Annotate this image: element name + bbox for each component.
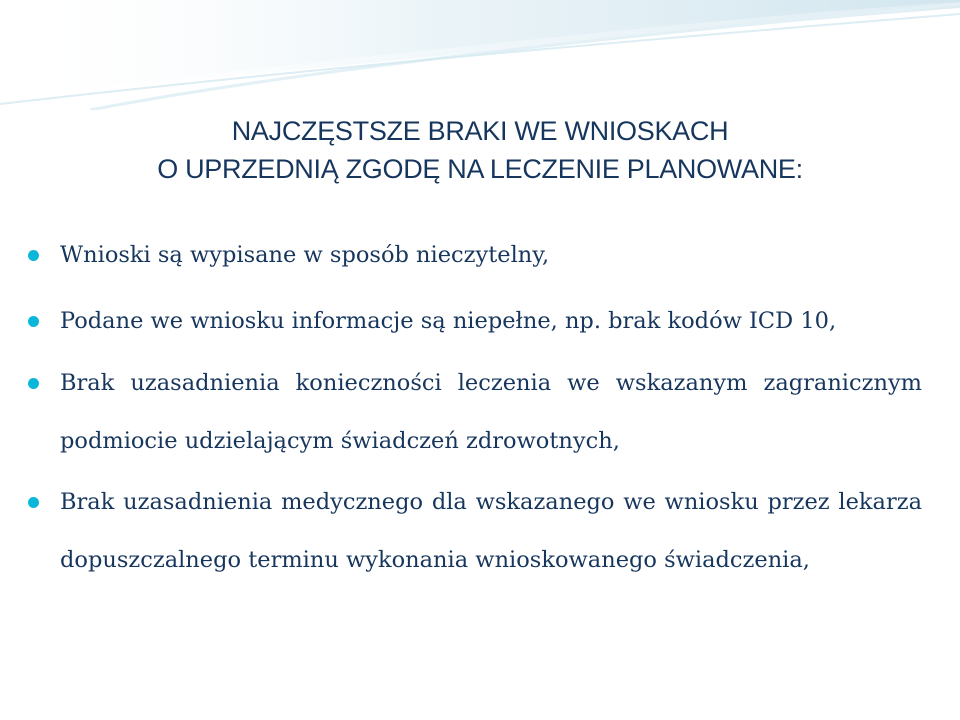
bullet-icon (28, 497, 39, 508)
bullet-text: Wnioski są wypisane w sposób nieczytelny, (60, 242, 550, 268)
bullet-icon (28, 250, 39, 261)
bullet-item (60, 293, 922, 351)
bullet-item (60, 474, 922, 589)
bullet-icon (28, 378, 39, 389)
title-line: O UPRZEDNIĄ ZGODĘ NA LECZENIE PLANOWANE: (157, 154, 803, 184)
bullet-icon (28, 316, 39, 327)
bullet-item (60, 227, 922, 285)
title-line: NAJCZĘSTSZE BRAKI WE WNIOSKACH (231, 116, 729, 146)
bullet-text: Brak uzasadnienia medycznego dla wskazanego we wniosku przez lekarza dopuszczalnego terminu wykonania wnioskowanego świadczenia, (60, 489, 922, 573)
bullet-text: Podane we wniosku informacje są niepełne, np. brak kodów ICD 10, (60, 308, 837, 334)
bullet-text: Brak uzasadnienia konieczności leczenia we wskazanym zagranicznym podmiocie udzielającym świadczeń zdrowotnych, (60, 370, 922, 454)
bullet-item (60, 355, 922, 470)
